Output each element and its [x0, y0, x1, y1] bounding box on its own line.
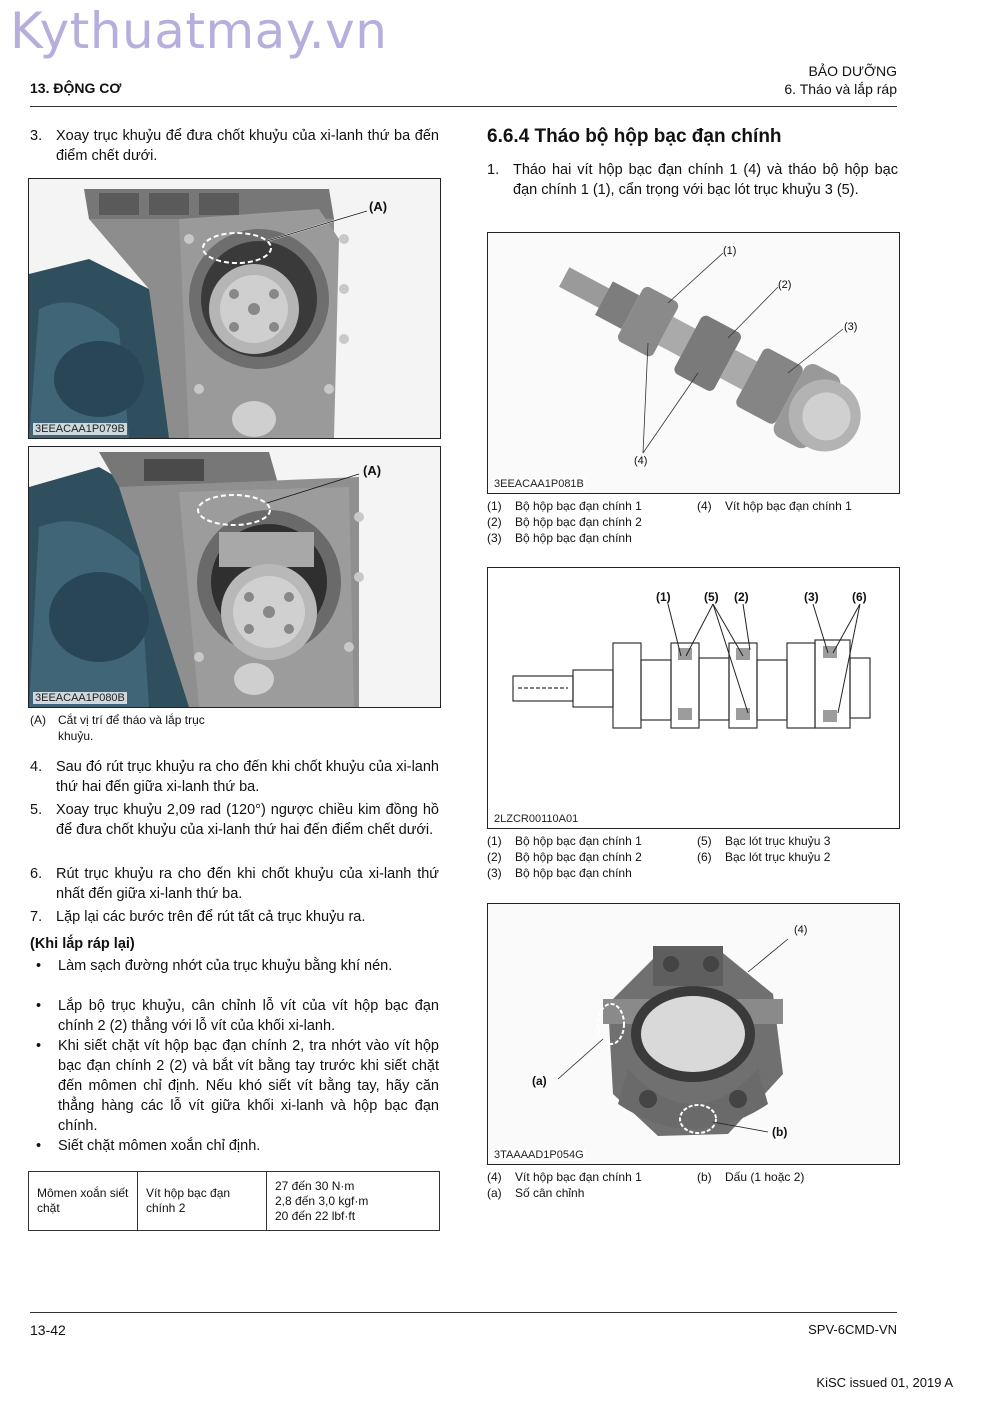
- figure-caption: [30, 712, 240, 744]
- caption-text: Bạc lót trục khuỷu 3: [725, 834, 831, 848]
- caption-key: (2): [487, 515, 502, 529]
- caption-text: Bộ hộp bạc đạn chính: [515, 531, 632, 545]
- callout-A: (A): [369, 199, 388, 214]
- bullet-marker: •: [36, 1138, 42, 1154]
- step-3: [30, 126, 439, 166]
- step-number: 6.: [30, 866, 43, 882]
- caption-key: (a): [487, 1186, 502, 1200]
- section-header: BẢO DƯỠNG: [808, 63, 897, 79]
- caption-item: [697, 833, 897, 849]
- caption-key: (1): [487, 499, 502, 513]
- step-1: [487, 160, 898, 200]
- step-5: [30, 800, 439, 840]
- callout-6: (6): [852, 590, 867, 604]
- caption-key: (6): [697, 850, 712, 864]
- torque-item: Vít hộp bạc đạn chính 2: [138, 1172, 267, 1231]
- caption-item: [487, 514, 687, 530]
- caption-key: (3): [487, 866, 502, 880]
- caption-item: [697, 1169, 897, 1185]
- subsection-header: 6. Tháo và lắp ráp: [784, 81, 897, 97]
- step-text: Xoay trục khuỷu 2,09 rad (120°) ngược chiều kim đồng hồ để đưa chốt khuỷu của xi-lanh thứ hai đến điểm chết dưới.: [56, 802, 439, 838]
- chapter-title: 13. ĐỘNG CƠ: [30, 80, 122, 96]
- step-text: Rút trục khuỷu ra cho đến khi chốt khuỷu của xi-lanh thứ nhất đến giữa xi-lanh thứ ba.: [56, 866, 439, 902]
- step-4: [30, 757, 439, 797]
- step-7: [30, 907, 439, 927]
- callout-4: (4): [794, 924, 808, 936]
- step-6: [30, 864, 439, 904]
- callout-1: (1): [723, 245, 737, 257]
- caption-text: Bộ hộp bạc đạn chính 2: [515, 850, 642, 864]
- callout-4: (4): [634, 455, 648, 467]
- bullet-marker: •: [36, 1038, 42, 1054]
- caption-item: [697, 498, 897, 514]
- torque-table: [28, 1171, 440, 1231]
- step-number: 3.: [30, 128, 43, 144]
- bullet-text: Khi siết chặt vít hộp bạc đạn chính 2, tra nhớt vào vít hộp bạc đạn chính 2 (2) và bắt vít bằng tay trước khi siết chặt đến mômen chỉ định. Nếu khó siết vít bằng tay, hãy căn thẳng hàng các lỗ vít giữa khối xi-lanh và hộp bạc đạn chính.: [58, 1038, 439, 1134]
- document-code: SPV-6CMD-VN: [808, 1322, 897, 1337]
- callout-b: (b): [772, 1125, 788, 1139]
- bullet-marker: •: [36, 958, 42, 974]
- caption-item: [487, 833, 687, 849]
- callout-2: (2): [778, 279, 792, 291]
- caption-item: [487, 865, 687, 881]
- caption-key: (2): [487, 850, 502, 864]
- step-text: Lặp lại các bước trên để rút tất cả trục khuỷu ra.: [56, 909, 366, 925]
- caption-item: [487, 1169, 687, 1185]
- section-title: 6.6.4 Tháo bộ hộp bạc đạn chính: [487, 126, 782, 147]
- torque-value-nm: 27 đến 30 N·m: [275, 1178, 355, 1193]
- callout-5: (5): [704, 590, 719, 604]
- figure-code: 3EEACAA1P079B: [35, 423, 125, 435]
- callout-a: (a): [532, 1074, 547, 1088]
- caption-key: (4): [487, 1170, 502, 1184]
- torque-label: Mômen xoắn siết chặt: [29, 1172, 138, 1231]
- bullet-item: [30, 1136, 439, 1156]
- caption-item: [697, 849, 897, 865]
- figure-crankshaft-photo: [487, 232, 900, 494]
- caption-text: Vít hộp bạc đạn chính 1: [725, 499, 852, 513]
- footer-rule: [30, 1312, 897, 1313]
- figure-code: 3EEACAA1P080B: [35, 692, 125, 704]
- engine-block-photo-1: [29, 179, 440, 438]
- reassembly-heading: (Khi lắp ráp lại): [30, 936, 135, 952]
- caption-key: (1): [487, 834, 502, 848]
- page-number: 13-42: [30, 1322, 66, 1338]
- caption-key: (4): [697, 499, 712, 513]
- caption-item: [487, 849, 687, 865]
- caption-key: (5): [697, 834, 712, 848]
- bearing-case-photo: [488, 904, 899, 1164]
- watermark-logo: Kythuatmay.vn: [10, 2, 388, 60]
- caption-text: Bộ hộp bạc đạn chính: [515, 866, 632, 880]
- bullet-text: Lắp bộ trục khuỷu, cân chỉnh lỗ vít của vít hộp bạc đạn chính 2 (2) thẳng với lỗ vít của khối xi-lanh.: [58, 998, 439, 1034]
- figure-engine-block-2: [28, 446, 441, 708]
- bullet-text: Làm sạch đường nhớt của trục khuỷu bằng khí nén.: [58, 958, 393, 974]
- figure-engine-block-1: [28, 178, 441, 439]
- torque-values: [267, 1172, 440, 1231]
- header-rule: [30, 106, 897, 107]
- caption-item: [487, 530, 687, 546]
- caption-key: (A): [30, 713, 46, 727]
- step-text: Sau đó rút trục khuỷu ra cho đến khi chốt khuỷu của xi-lanh thứ hai đến giữa xi-lanh thứ ba.: [56, 759, 439, 795]
- bullet-item: [30, 956, 439, 976]
- step-number: 4.: [30, 759, 43, 775]
- caption-key: (3): [487, 531, 502, 545]
- caption-text: Bạc lót trục khuỷu 2: [725, 850, 831, 864]
- step-number: 7.: [30, 909, 43, 925]
- callout-3: (3): [844, 321, 858, 333]
- step-text: Tháo hai vít hộp bạc đạn chính 1 (4) và tháo bộ hộp bạc đạn chính 1 (1), cẩn trọng với bạc lót trục khuỷu 3 (5).: [513, 162, 898, 198]
- figure-bearing-case: [487, 903, 900, 1165]
- caption-key: (b): [697, 1170, 712, 1184]
- callout-2: (2): [734, 590, 749, 604]
- step-text: Xoay trục khuỷu để đưa chốt khuỷu của xi-lanh thứ ba đến điểm chết dưới.: [56, 128, 439, 164]
- torque-value-kgfm: 2,8 đến 3,0 kgf·m: [275, 1193, 369, 1208]
- bullet-item: [30, 996, 439, 1036]
- caption-item: [487, 498, 687, 514]
- torque-value-lbfft: 20 đến 22 lbf·ft: [275, 1208, 356, 1223]
- caption-text: Vít hộp bạc đạn chính 1: [515, 1170, 642, 1184]
- bullet-item: [30, 1036, 439, 1136]
- figure-crankshaft-diagram: [487, 567, 900, 829]
- bullet-text: Siết chặt mômen xoắn chỉ định.: [58, 1138, 261, 1154]
- caption-text: Bộ hộp bạc đạn chính 1: [515, 834, 642, 848]
- bullet-marker: •: [36, 998, 42, 1014]
- callout-3: (3): [804, 590, 819, 604]
- caption-text: Cắt vị trí để tháo và lắp trục khuỷu.: [58, 713, 205, 743]
- callout-A: (A): [363, 463, 382, 478]
- caption-text: Bộ hộp bạc đạn chính 1: [515, 499, 642, 513]
- crankshaft-photo: [488, 233, 899, 493]
- caption-text: Dấu (1 hoặc 2): [725, 1170, 805, 1184]
- caption-item: [487, 1185, 687, 1201]
- caption-text: Số cân chỉnh: [515, 1186, 585, 1200]
- engine-block-photo-2: [29, 447, 440, 707]
- issue-note: KiSC issued 01, 2019 A: [816, 1375, 953, 1390]
- caption-text: Bộ hộp bạc đạn chính 2: [515, 515, 642, 529]
- figure-code: 3TAAAAD1P054G: [494, 1149, 584, 1161]
- callout-1: (1): [656, 590, 671, 604]
- step-number: 1.: [487, 162, 500, 178]
- figure-code: 3EEACAA1P081B: [494, 478, 584, 490]
- step-number: 5.: [30, 802, 43, 818]
- figure-code: 2LZCR00110A01: [494, 813, 579, 825]
- crankshaft-drawing: [488, 568, 899, 828]
